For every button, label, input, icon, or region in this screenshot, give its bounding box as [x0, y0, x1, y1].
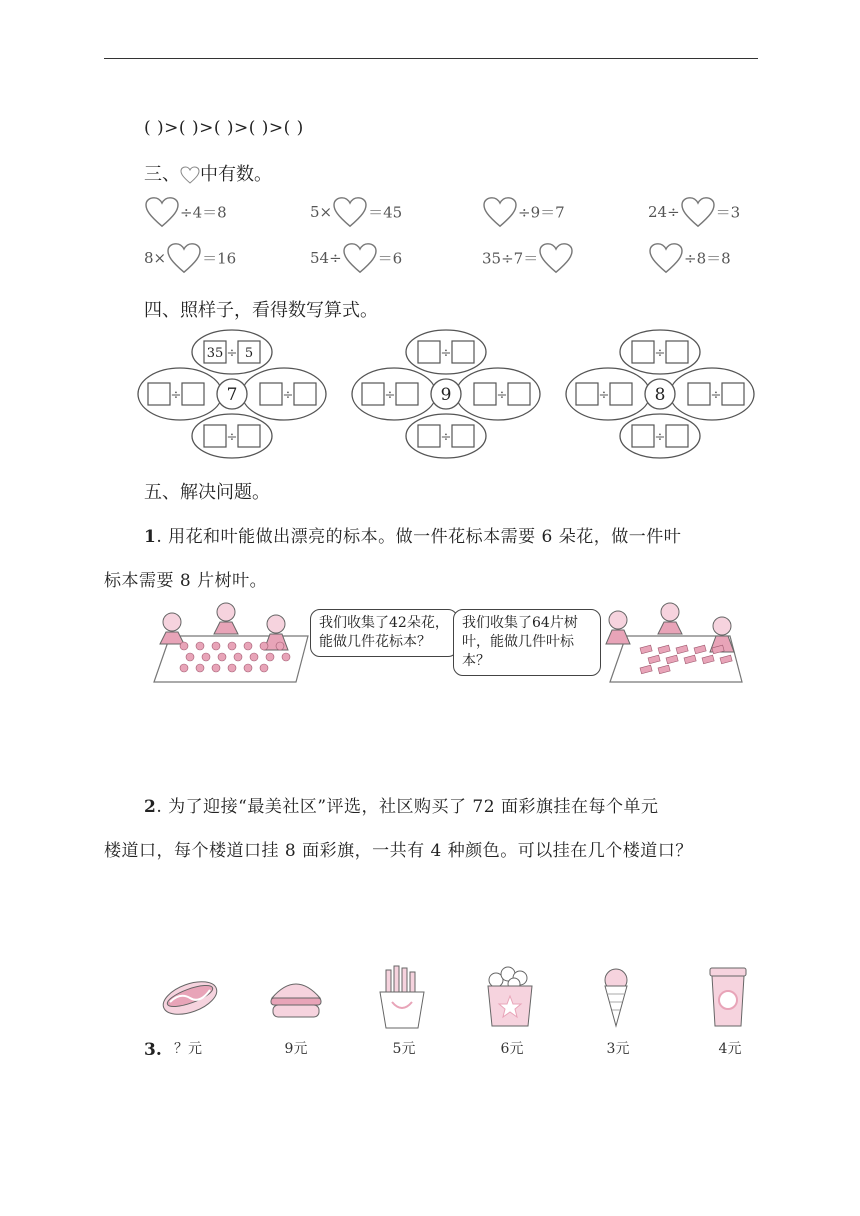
ice-cream-icon [598, 966, 634, 1028]
child-icon [658, 603, 682, 634]
hamburger-icon [268, 974, 324, 1024]
divide-sign: ÷ [384, 388, 396, 403]
speech-bubble-left: 我们收集了42朵花，能做几件花标本？ [310, 609, 458, 657]
flower-mark [244, 664, 252, 672]
divide-sign: ÷ [598, 388, 610, 403]
flower-mark [250, 653, 258, 661]
answer-box[interactable] [452, 341, 474, 363]
example-dividend: 35 [206, 346, 224, 361]
flower-mark [260, 664, 268, 672]
answer-box[interactable] [182, 383, 204, 405]
flower-mark [228, 664, 236, 672]
equation-right: ＝16 [202, 249, 237, 268]
divide-sign: ÷ [226, 346, 238, 361]
center-number: 7 [226, 385, 238, 405]
flower-mark [228, 642, 236, 650]
answer-box[interactable] [294, 383, 316, 405]
heart-equation [482, 242, 574, 274]
flower-mark [282, 653, 290, 661]
answer-box[interactable] [396, 383, 418, 405]
heart-icon [342, 242, 378, 274]
flower-mark [180, 664, 188, 672]
heart-icon [332, 196, 368, 228]
speech-bubble-right: 我们收集了64片树叶，能做几件叶标本？ [453, 609, 601, 676]
equation-right: ÷8＝8 [684, 249, 731, 268]
center-number: 9 [440, 385, 452, 405]
section3-heading [144, 160, 272, 186]
center-number: 8 [654, 385, 666, 405]
answer-box[interactable] [362, 383, 384, 405]
flower-mark [196, 664, 204, 672]
q2-line1 [144, 792, 658, 817]
child-icon [606, 611, 630, 644]
answer-box[interactable] [204, 425, 226, 447]
heart-icon [680, 196, 716, 228]
example-divisor: 5 [244, 346, 254, 361]
heart-equation [310, 196, 402, 228]
answer-box[interactable] [418, 425, 440, 447]
section3-suffix: 中有数。 [200, 164, 272, 185]
flower-diagram [138, 330, 326, 458]
equation-left: 35÷7＝ [482, 249, 539, 268]
equation-right: ＝3 [715, 203, 741, 222]
food-price: ？元 [174, 1041, 202, 1057]
divide-sign: ÷ [440, 346, 452, 361]
heart-icon [482, 196, 518, 228]
hotdog-icon [160, 968, 220, 1026]
heart-equation [482, 196, 565, 228]
food-price: 6元 [500, 1041, 524, 1057]
child-icon [160, 613, 184, 644]
divide-sign: ÷ [226, 430, 238, 445]
heart-icon [180, 166, 200, 184]
fries-icon [376, 966, 428, 1030]
heart-equation [144, 242, 236, 274]
food-price: 9元 [284, 1041, 308, 1057]
flower-mark [212, 664, 220, 672]
q3-number: 3. [144, 1040, 162, 1060]
equation-right: ÷9＝7 [518, 203, 565, 222]
answer-box[interactable] [666, 341, 688, 363]
heart-icon [538, 242, 574, 274]
answer-box[interactable] [576, 383, 598, 405]
equation-left: 5× [310, 203, 333, 221]
flower-mark [212, 642, 220, 650]
answer-box[interactable] [508, 383, 530, 405]
equation-right: ÷4＝8 [180, 203, 227, 222]
child-icon [214, 603, 238, 634]
answer-box[interactable] [260, 383, 282, 405]
divide-sign: ÷ [710, 388, 722, 403]
q2-text1: . 为了迎接“最美社区”评选，社区购买了 72 面彩旗挂在每个单元 [156, 797, 659, 817]
heart-equation [144, 196, 227, 228]
flower-mark [244, 642, 252, 650]
section5-title: 五、解决问题。 [144, 482, 270, 503]
heart-icon [166, 242, 202, 274]
q1-number: 1 [144, 527, 157, 547]
divide-sign: ÷ [282, 388, 294, 403]
answer-box[interactable] [610, 383, 632, 405]
answer-box[interactable] [238, 425, 260, 447]
answer-box[interactable] [688, 383, 710, 405]
divide-sign: ÷ [170, 388, 182, 403]
header-rule [104, 58, 758, 59]
q1-line2: 标本需要 8 片树叶。 [104, 571, 268, 591]
answer-box[interactable] [722, 383, 744, 405]
answer-box[interactable] [474, 383, 496, 405]
section3-prefix: 三、 [144, 164, 180, 185]
equation-right: ＝6 [377, 249, 403, 268]
drink-cup-icon [706, 966, 750, 1028]
flower-mark [266, 653, 274, 661]
answer-box[interactable] [666, 425, 688, 447]
equation-left: 54÷ [310, 249, 342, 267]
flower-mark [180, 642, 188, 650]
section4-title: 四、照样子，看得数写算式。 [144, 300, 378, 321]
flower-mark [186, 653, 194, 661]
divide-sign: ÷ [440, 430, 452, 445]
q2-number: 2 [144, 797, 157, 817]
divide-sign: ÷ [654, 346, 666, 361]
flower-mark [202, 653, 210, 661]
answer-box[interactable] [632, 425, 654, 447]
answer-box[interactable] [418, 341, 440, 363]
heart-equation [648, 242, 731, 274]
q1-text1: . 用花和叶能做出漂亮的标本。做一件花标本需要 6 朵花，做一件叶 [156, 527, 682, 547]
q1-line1 [144, 522, 681, 547]
order-blanks: ( )>( )>( )>( )>( ) [144, 118, 304, 138]
equation-left: 24÷ [648, 203, 680, 221]
q2-line2: 楼道口，每个楼道口挂 8 面彩旗，一共有 4 种颜色。可以挂在几个楼道口？ [104, 841, 693, 861]
popcorn-icon [484, 966, 536, 1028]
heart-equation [648, 196, 740, 228]
equation-left: 8× [144, 249, 167, 267]
heart-equation [310, 242, 402, 274]
flower-diagrams [140, 330, 722, 456]
food-price: 4元 [718, 1041, 742, 1057]
answer-box[interactable] [632, 341, 654, 363]
flower-diagram [352, 330, 540, 458]
flower-diagram [566, 330, 754, 458]
divide-sign: ÷ [496, 388, 508, 403]
equation-right: ＝45 [368, 203, 403, 222]
answer-box[interactable] [452, 425, 474, 447]
divide-sign: ÷ [654, 430, 666, 445]
flower-mark [218, 653, 226, 661]
flower-mark [196, 642, 204, 650]
answer-box[interactable] [148, 383, 170, 405]
food-price: 3元 [606, 1041, 630, 1057]
heart-icon [648, 242, 684, 274]
flower-mark [234, 653, 242, 661]
flower-mark [276, 642, 284, 650]
flower-mark [260, 642, 268, 650]
food-price: 5元 [392, 1041, 416, 1057]
heart-icon [144, 196, 180, 228]
